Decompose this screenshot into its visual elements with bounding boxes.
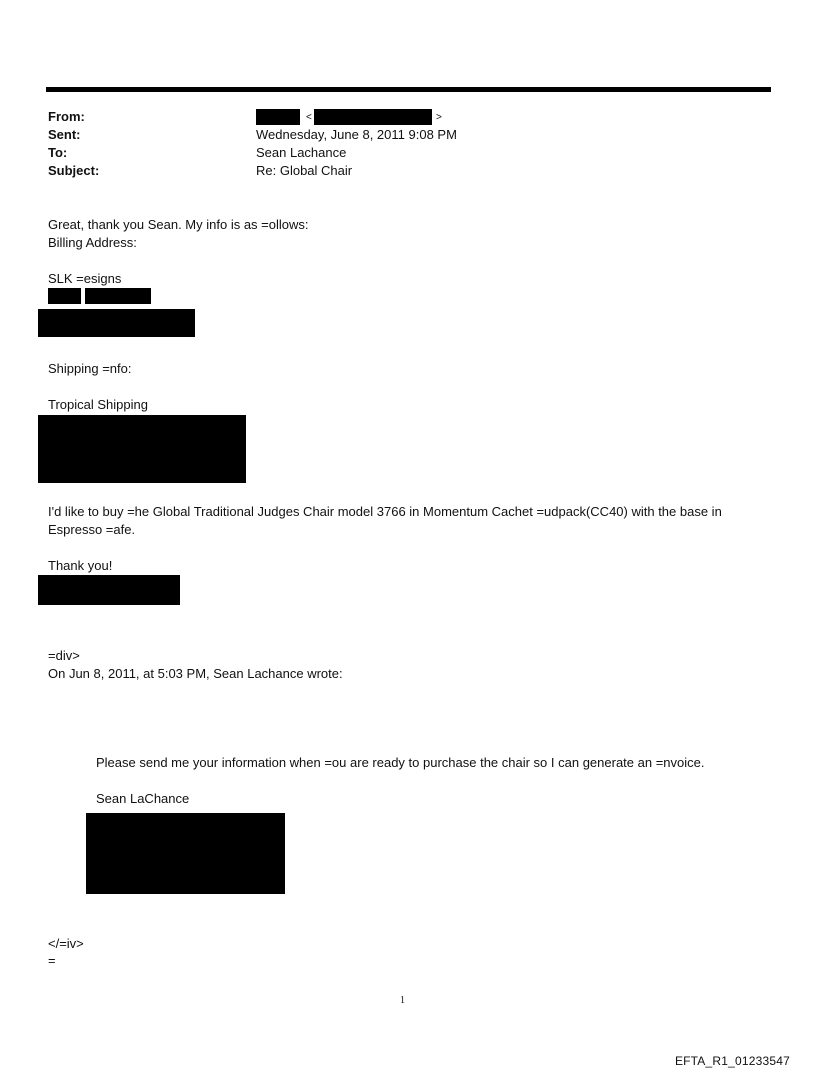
document-id: EFTA_R1_01233547 bbox=[674, 1054, 790, 1068]
redaction-from-name bbox=[256, 109, 300, 125]
request-line-1: I'd like to buy =he Global Traditional Judges Chair model 3766 in Momentum Cachet =udpack(CC40) with the base in bbox=[48, 504, 722, 519]
company-name: SLK =esigns bbox=[48, 271, 122, 286]
from-label: From: bbox=[48, 109, 85, 124]
shipper-name: Tropical Shipping bbox=[48, 397, 148, 412]
quoted-message: Please send me your information when =ou are ready to purchase the chair so I can generate an =nvoice. bbox=[96, 755, 705, 770]
from-lt: < bbox=[306, 112, 312, 123]
sent-value: Wednesday, June 8, 2011 9:08 PM bbox=[256, 127, 457, 142]
div-open-text: =div> bbox=[48, 648, 80, 663]
redaction-shipping-address bbox=[38, 415, 246, 483]
redaction-billing-address bbox=[38, 309, 195, 337]
redaction-from-email bbox=[314, 109, 432, 125]
div-close-text: </=iv> bbox=[48, 936, 84, 951]
quoted-signature: Sean LaChance bbox=[96, 791, 190, 806]
subject-label: Subject: bbox=[48, 163, 100, 178]
request-line-2: Espresso =afe. bbox=[48, 522, 136, 537]
redaction-signature bbox=[38, 575, 180, 605]
redaction-sender-address bbox=[86, 813, 285, 894]
to-value: Sean Lachance bbox=[256, 145, 347, 160]
sent-label: Sent: bbox=[48, 127, 81, 142]
shipping-label: Shipping =nfo: bbox=[48, 361, 132, 376]
trailing-equals: = bbox=[48, 953, 56, 968]
thanks-text: Thank you! bbox=[48, 558, 113, 573]
greeting-text: Great, thank you Sean. My info is as =ollows: bbox=[48, 217, 309, 232]
billing-label: Billing Address: bbox=[48, 235, 137, 250]
redaction-billing-1b bbox=[85, 288, 151, 304]
from-gt: > bbox=[436, 112, 442, 123]
header-rule bbox=[46, 87, 771, 92]
subject-value: Re: Global Chair bbox=[256, 163, 353, 178]
page-number: 1 bbox=[400, 995, 405, 1006]
to-label: To: bbox=[48, 145, 68, 160]
redaction-billing-1a bbox=[48, 288, 81, 304]
quote-intro: On Jun 8, 2011, at 5:03 PM, Sean Lachance wrote: bbox=[48, 666, 343, 681]
